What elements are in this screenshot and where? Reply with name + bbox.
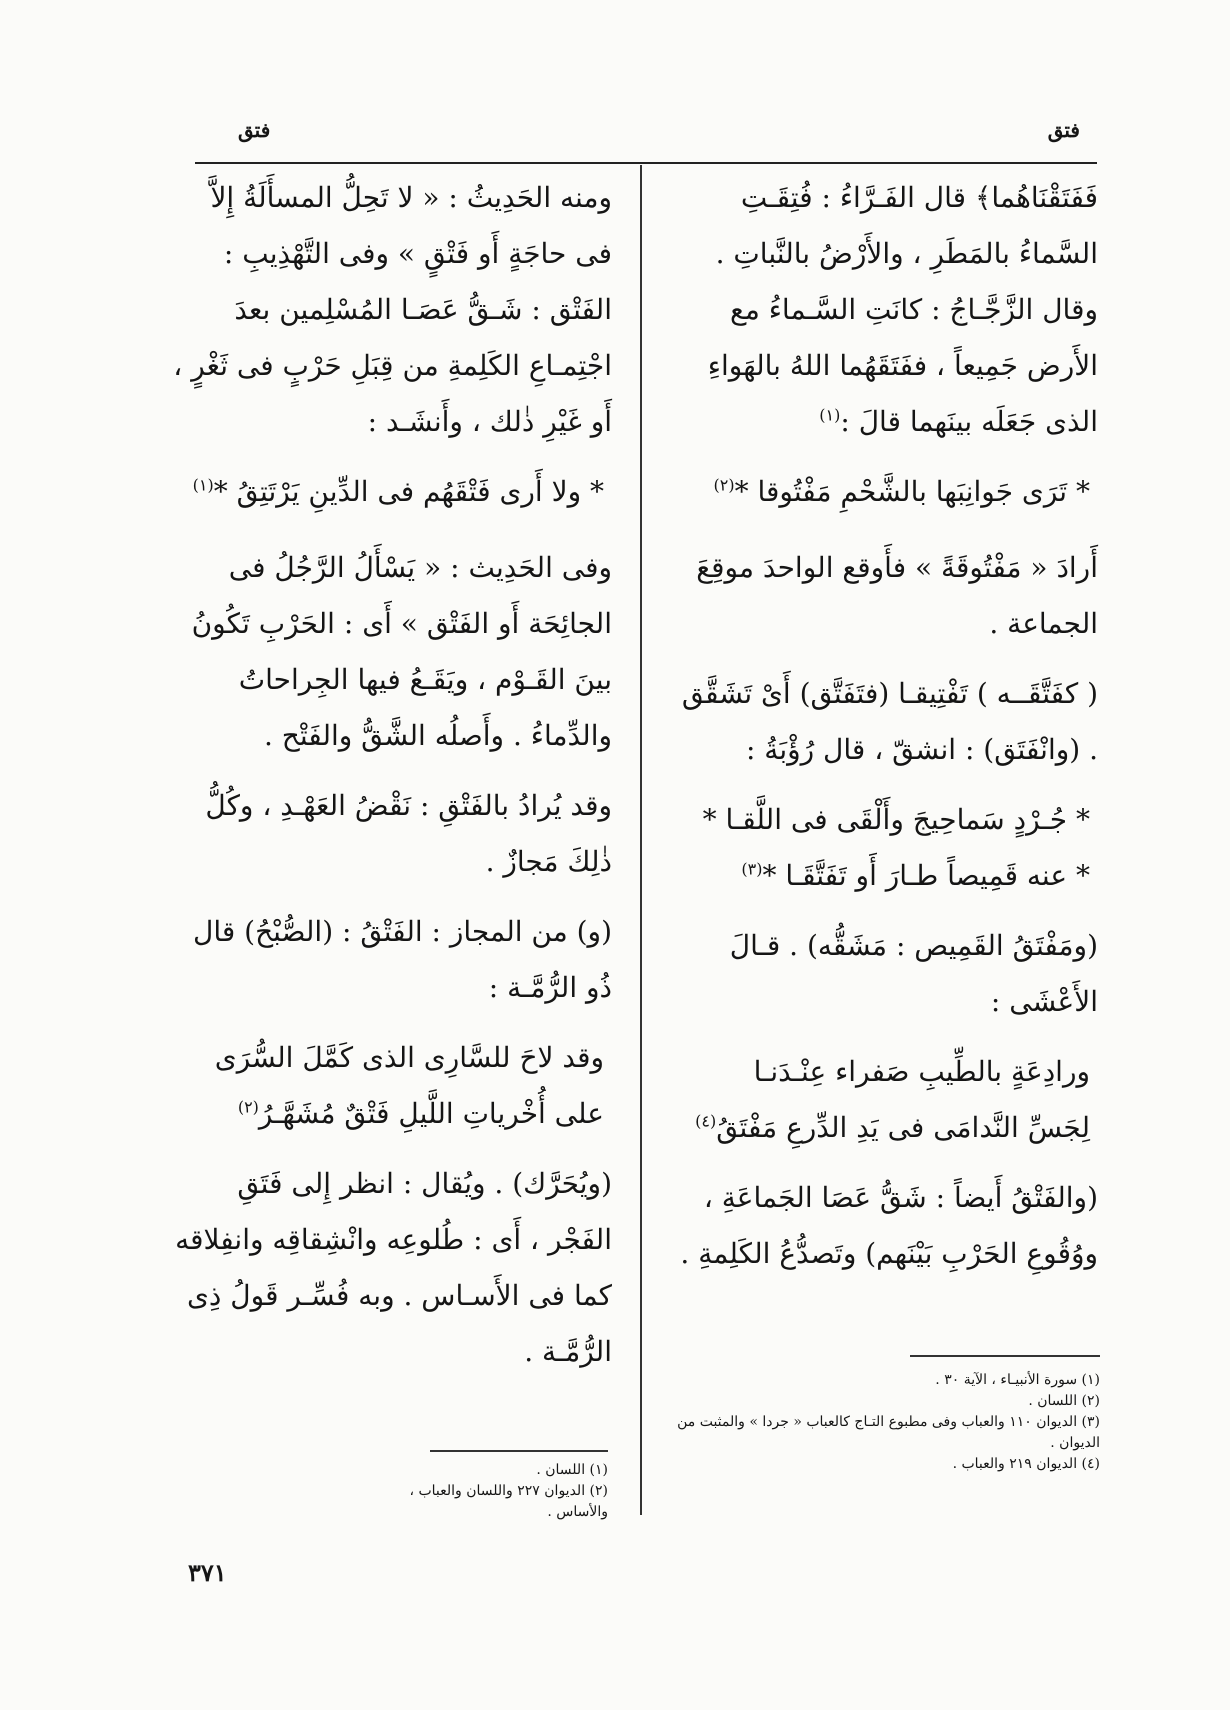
left-verse-2b	[168, 1086, 612, 1142]
left-paragraph-1: ومنه الحَدِيثُ : « لا تَحِلُّ المسأَلَةُ إِلاَّ فى حاجَةٍ أَو فَتْقٍ » وفى التَّهْذِيبِ : الفَتْق : شَـقُّ عَصَـا المُسْلِمين بعدَ اجْتِمـاعِ الكَلِمةِ من قِبَلِ حَرْبٍ فى ثَغْرٍ ، أَو غَيْرِ ذٰلك ، وأَنشَـد :	[173, 181, 612, 438]
footnote-item: (٢) الديوان ٢٢٧ واللسان والعباب ، والأساس .	[409, 1483, 608, 1520]
footnote-ref: (١)	[192, 475, 214, 495]
right-verse-4-block	[668, 1044, 1098, 1156]
left-paragraph-5: (ويُحَرَّك) . ويُقال : انظر إِلى فَتَقِ الفَجْر ، أَى : طُلوعِه وانْشِقاقِه وانفِلاقه كما فى الأَسـاس . وبه فُسِّـر قَولُ ذِى الرُّمَّـة .	[175, 1167, 612, 1368]
left-verse-1-text: * ولا أَرى فَتْقَهُم فى الدِّينِ يَرْتَتِقُ *	[213, 475, 604, 508]
footnote-ref: (٢)	[237, 1097, 259, 1117]
right-verse-3-text: * عنه قَمِيصاً طـارَ أَو تَفَتَّقَـا *	[762, 859, 1090, 892]
right-paragraph-2: أَرادَ « مَفْتُوقَةً » فأَوقع الواحدَ موقِعَ الجماعة .	[696, 551, 1098, 640]
right-verse-3	[668, 848, 1098, 904]
right-verse-1-text: * تَرَى جَوانِبَها بالشَّحْمِ مَفْتُوقا *	[734, 475, 1090, 508]
footnote-item: (٢) اللسان .	[1028, 1393, 1100, 1409]
footnote-ref: (٤)	[695, 1111, 717, 1131]
footnotes-left	[380, 1460, 608, 1523]
header-word-left: فتق	[238, 118, 271, 142]
footnote-item: (٣) الديوان ١١٠ والعباب وفى مطبوع التـاج كالعباب « جردا » والمثبت من الديوان .	[677, 1414, 1100, 1451]
left-verse-1	[168, 464, 612, 520]
footnote-ref: (٢)	[713, 475, 735, 495]
header-rule	[195, 162, 1097, 164]
left-paragraph-3: وقد يُرادُ بالفَتْقِ : نَقْضُ العَهْـدِ ، وكُلُّ ذٰلِكَ مَجازٌ .	[205, 789, 612, 878]
footnote-rule-left	[430, 1450, 608, 1452]
header-word-right: فتق	[1047, 118, 1080, 142]
right-paragraph-1	[668, 170, 1098, 450]
footnote-item: (١) سورة الأنبيـاء ، الآية ٣٠ .	[935, 1372, 1100, 1388]
right-verse-1	[668, 464, 1098, 520]
right-paragraph-4: (ومَفْتَقُ القَمِيص : مَشَقُّه) . قـالَ الأَعْشَى :	[729, 929, 1098, 1018]
footnotes-right	[668, 1370, 1100, 1475]
footnote-ref: (١)	[819, 405, 841, 425]
right-paragraph-3: ( كفَتَّقَــه ) تَفْتِيقـا (فتَفَتَّق) أَىْ تَشَقَّق . (وانْفَتَق) : انشقّ ، قال رُؤْبَةُ :	[681, 677, 1098, 766]
right-verse-4a: ورادِعَةٍ بالطِّيبِ صَفراء عِنْـدَنـا	[753, 1055, 1090, 1088]
left-column	[168, 170, 612, 1394]
right-verse-2: * جُـرْدٍ سَماحِيجَ وأَلْقَى فى اللَّقـا *	[702, 803, 1090, 836]
footnote-item: (٤) الديوان ٢١٩ والعباب .	[952, 1456, 1100, 1472]
right-paragraph-1-text: فَفَتَقْنَاهُما﴾ قال الفَـرَّاءُ : فُتِقَـتِ السَّماءُ بالمَطَرِ ، والأَرْضُ بالنَّباتِ . وقال الزَّجَّـاجُ : كانَتِ السَّـماءُ مع الأَرض جَمِيعاً ، ففَتَقَهُما اللهُ بالهَواءِ الذى جَعَلَه بينَهما قالَ :	[707, 181, 1098, 438]
footnote-ref: (٣)	[741, 859, 763, 879]
right-verse-4b-text: لِجَسِّ النَّدامَى فى يَدِ الدِّرعِ مَفْتَقُ	[716, 1111, 1090, 1144]
footnote-item: (١) اللسان .	[536, 1462, 608, 1478]
right-verse-4b	[668, 1100, 1098, 1156]
left-verse-2b-text: على أُخْرياتِ اللَّيلِ فَتْقٌ مُشَهَّـرُ	[258, 1097, 604, 1130]
left-paragraph-4: (و) من المجاز : الفَتْقُ : (الصُّبْحُ) قال ذُو الرُّمَّـة :	[193, 915, 612, 1004]
page-number: ٣٧١	[188, 1558, 227, 1587]
column-divider	[640, 165, 642, 1515]
right-column	[668, 170, 1098, 1296]
footnote-rule-right	[910, 1355, 1100, 1357]
left-verse-2-block	[168, 1030, 612, 1142]
right-verse-2-block	[668, 792, 1098, 904]
right-paragraph-5: (والفَتْقُ أَيضاً : شَقُّ عَصَا الجَماعَةِ ، ووُقُوعِ الحَرْبِ بَيْنَهم) وتَصدُّعُ الكَلِمةِ .	[680, 1181, 1098, 1270]
left-verse-2a: وقد لاحَ للسَّارِى الذى كَمَّلَ السُّرَى	[214, 1041, 604, 1074]
left-paragraph-2: وفى الحَدِيث : « يَسْأَلُ الرَّجُلُ فى الجائِحَة أَو الفَتْق » أَى : الحَرْبِ تَكُونُ بينَ القَـوْم ، ويَقَـعُ فيها الجِراحاتُ والدِّماءُ . وأَصلُه الشَّقُّ والفَتْح .	[191, 551, 612, 752]
